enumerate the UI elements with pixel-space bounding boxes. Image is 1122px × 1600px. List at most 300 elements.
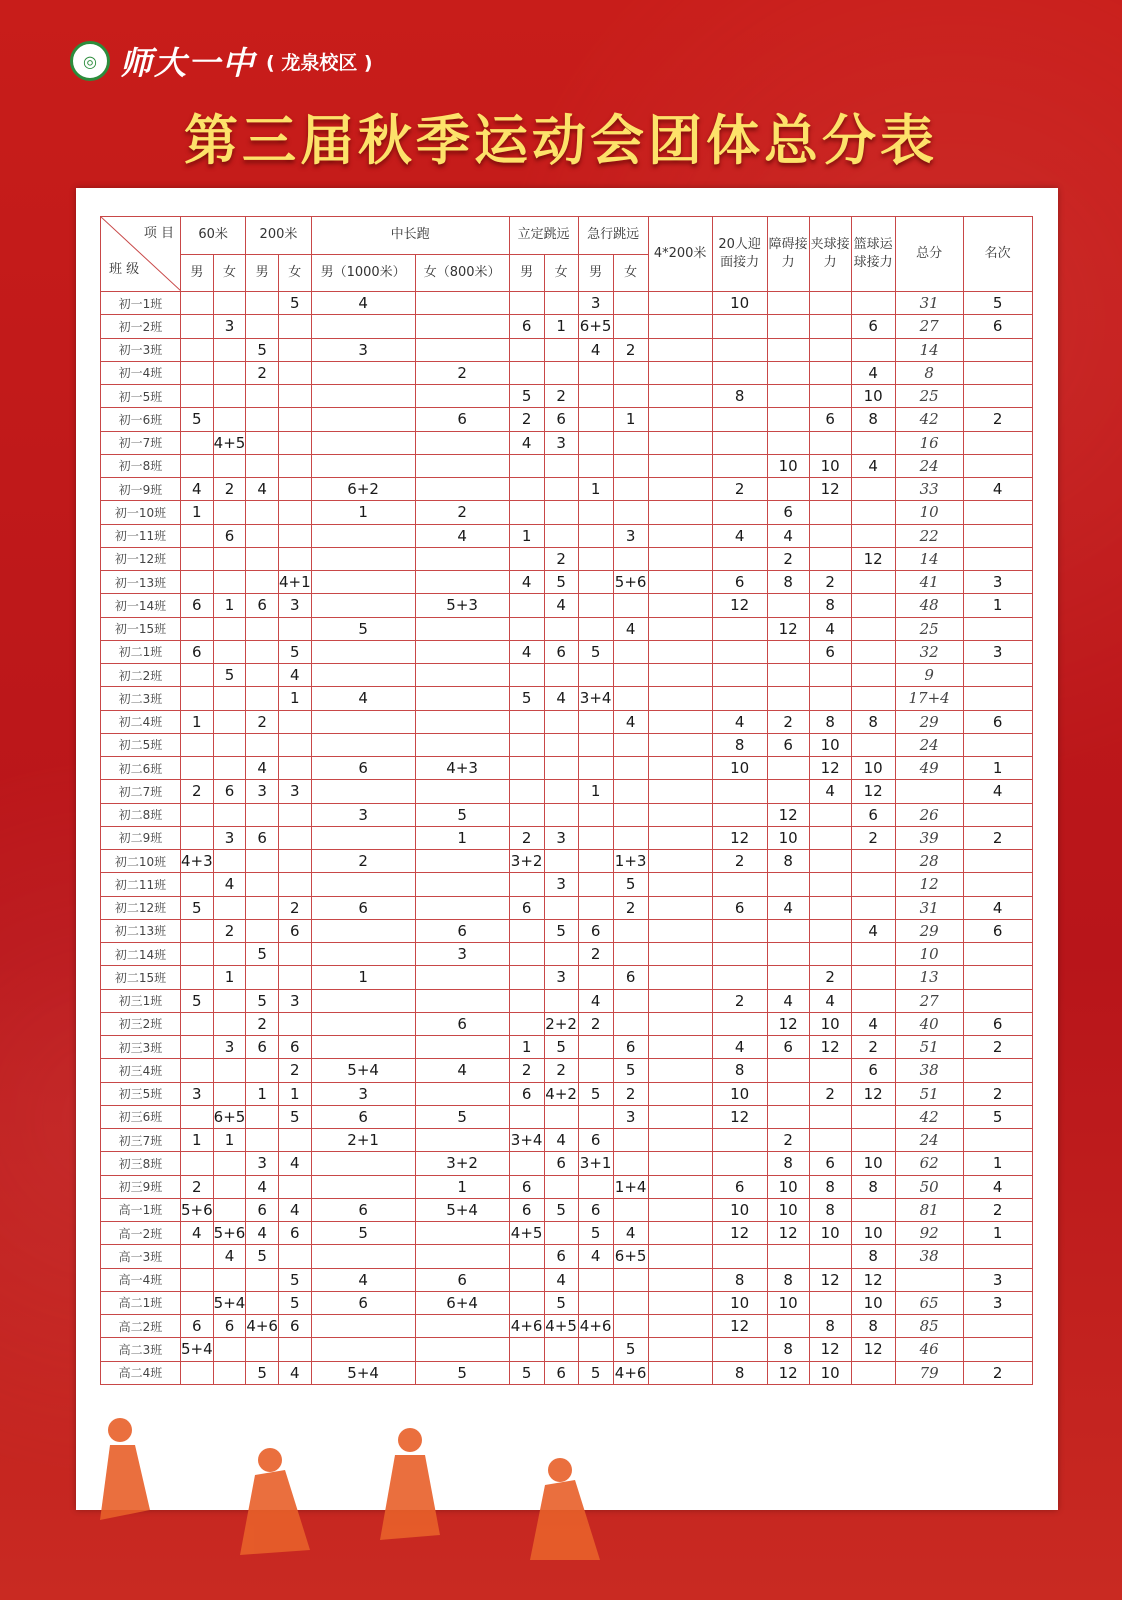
class-name-cell: 高二2班: [101, 1315, 181, 1338]
table-row: [101, 617, 1033, 640]
score-cell: [278, 338, 311, 361]
score-cell: [712, 919, 767, 942]
score-cell: [415, 617, 509, 640]
score-cell: 8: [767, 1268, 809, 1291]
score-cell: 6+5: [578, 315, 613, 338]
class-name-cell: 高一1班: [101, 1198, 181, 1221]
class-name-cell: 初二15班: [101, 966, 181, 989]
table-row: [101, 594, 1033, 617]
score-cell: 12: [809, 1268, 851, 1291]
score-cell: 5+6: [613, 571, 648, 594]
score-cell: [181, 826, 214, 849]
score-cell: [578, 408, 613, 431]
score-cell: 4: [851, 1012, 895, 1035]
score-cell: [712, 943, 767, 966]
score-cell: 3: [311, 338, 415, 361]
score-cell: [509, 1105, 544, 1128]
score-cell: [809, 501, 851, 524]
score-cell: 4: [311, 1268, 415, 1291]
total-score-cell: 12: [895, 873, 963, 896]
rank-cell: [963, 989, 1032, 1012]
score-cell: 4: [809, 989, 851, 1012]
school-header: [70, 36, 373, 86]
score-cell: [311, 361, 415, 384]
class-name-cell: 初二2班: [101, 664, 181, 687]
subheader-male: 男: [246, 254, 279, 292]
score-cell: 1: [181, 710, 214, 733]
score-cell: [767, 1082, 809, 1105]
score-cell: [613, 757, 648, 780]
total-score-cell: 29: [895, 919, 963, 942]
rank-cell: [963, 1338, 1032, 1361]
rank-cell: [963, 1245, 1032, 1268]
score-cell: [712, 803, 767, 826]
score-cell: [213, 896, 246, 919]
class-name-cell: 初一12班: [101, 547, 181, 570]
class-name-cell: 初三8班: [101, 1152, 181, 1175]
rank-cell: 2: [963, 1036, 1032, 1059]
score-cell: 12: [712, 1222, 767, 1245]
score-cell: 4: [767, 524, 809, 547]
total-score-cell: 27: [895, 315, 963, 338]
score-cell: [613, 989, 648, 1012]
score-cell: 5: [544, 1291, 578, 1314]
rank-cell: [963, 1129, 1032, 1152]
score-cell: 6: [767, 733, 809, 756]
table-row: [101, 315, 1033, 338]
score-cell: [311, 1175, 415, 1198]
score-cell: 5: [246, 338, 279, 361]
rank-cell: [963, 501, 1032, 524]
score-cell: 4: [578, 338, 613, 361]
score-cell: [311, 1012, 415, 1035]
table-row: [101, 826, 1033, 849]
score-cell: [278, 361, 311, 384]
score-cell: 4: [613, 710, 648, 733]
score-cell: [851, 1198, 895, 1221]
score-cell: [213, 803, 246, 826]
score-cell: 1: [311, 501, 415, 524]
score-cell: [213, 687, 246, 710]
class-name-cell: 高一2班: [101, 1222, 181, 1245]
score-cell: 5: [578, 1082, 613, 1105]
rank-cell: [963, 338, 1032, 361]
class-name-cell: 初一5班: [101, 385, 181, 408]
score-cell: [213, 292, 246, 315]
score-cell: [246, 850, 279, 873]
subheader-female: 女: [544, 254, 578, 292]
score-cell: 2: [246, 710, 279, 733]
score-cell: 4: [181, 1222, 214, 1245]
score-cell: [311, 315, 415, 338]
table-row: [101, 1268, 1033, 1291]
class-name-cell: 初二1班: [101, 640, 181, 663]
score-cell: [648, 315, 712, 338]
subheader-female: 女: [278, 254, 311, 292]
subheader-male: 男: [509, 254, 544, 292]
score-cell: [712, 1012, 767, 1035]
class-name-cell: 初三4班: [101, 1059, 181, 1082]
score-cell: [213, 1175, 246, 1198]
score-cell: 5: [181, 989, 214, 1012]
score-cell: 3: [311, 1082, 415, 1105]
score-cell: 12: [851, 547, 895, 570]
score-cell: [648, 547, 712, 570]
class-name-cell: 初一1班: [101, 292, 181, 315]
score-cell: [809, 873, 851, 896]
subheader-male: 男: [181, 254, 214, 292]
score-cell: [181, 385, 214, 408]
rank-cell: [963, 803, 1032, 826]
score-cell: [648, 687, 712, 710]
score-cell: 8: [809, 710, 851, 733]
score-cell: 5: [544, 571, 578, 594]
score-cell: 12: [767, 1012, 809, 1035]
score-cell: [246, 919, 279, 942]
score-cell: [181, 315, 214, 338]
score-cell: [648, 943, 712, 966]
rank-cell: 2: [963, 1082, 1032, 1105]
total-score-cell: 22: [895, 524, 963, 547]
score-cell: [712, 454, 767, 477]
score-cell: [544, 664, 578, 687]
score-cell: [415, 1245, 509, 1268]
score-table: [100, 216, 1033, 1385]
total-score-cell: 29: [895, 710, 963, 733]
score-cell: 5: [311, 617, 415, 640]
score-cell: 10: [767, 1175, 809, 1198]
score-cell: 12: [767, 617, 809, 640]
score-cell: [544, 733, 578, 756]
score-cell: [181, 524, 214, 547]
score-cell: [809, 664, 851, 687]
total-score-cell: 50: [895, 1175, 963, 1198]
total-score-cell: 40: [895, 1012, 963, 1035]
score-cell: [213, 501, 246, 524]
score-cell: [415, 664, 509, 687]
score-cell: [613, 315, 648, 338]
score-cell: [181, 1105, 214, 1128]
score-cell: 6: [278, 1222, 311, 1245]
rank-cell: 1: [963, 757, 1032, 780]
score-cell: 8: [809, 1175, 851, 1198]
class-name-cell: 初三5班: [101, 1082, 181, 1105]
score-cell: [544, 896, 578, 919]
score-cell: 6: [246, 1036, 279, 1059]
score-cell: 4: [851, 919, 895, 942]
score-cell: [509, 803, 544, 826]
score-cell: 3: [613, 524, 648, 547]
score-cell: [613, 431, 648, 454]
score-cell: [509, 1245, 544, 1268]
rank-cell: [963, 385, 1032, 408]
score-cell: 6: [213, 1315, 246, 1338]
score-cell: [648, 385, 712, 408]
score-cell: 10: [712, 292, 767, 315]
score-cell: [278, 547, 311, 570]
score-cell: [851, 966, 895, 989]
table-row: [101, 896, 1033, 919]
score-cell: [809, 1291, 851, 1314]
score-cell: [851, 640, 895, 663]
score-cell: [278, 943, 311, 966]
score-cell: 4: [578, 1245, 613, 1268]
score-cell: 12: [851, 1338, 895, 1361]
score-cell: 2: [767, 547, 809, 570]
score-cell: 4: [544, 594, 578, 617]
table-row: [101, 1222, 1033, 1245]
header-rank: 名次: [963, 217, 1032, 292]
class-name-cell: 高二4班: [101, 1361, 181, 1384]
score-cell: 6: [809, 408, 851, 431]
score-cell: 10: [767, 1291, 809, 1314]
score-cell: [648, 408, 712, 431]
score-cell: 4: [415, 524, 509, 547]
score-cell: [613, 292, 648, 315]
score-cell: [809, 826, 851, 849]
score-cell: 10: [712, 1198, 767, 1221]
score-cell: 8: [767, 850, 809, 873]
header-corner: [101, 217, 181, 292]
rank-cell: 6: [963, 315, 1032, 338]
score-cell: 6: [544, 640, 578, 663]
score-cell: [648, 361, 712, 384]
header-ball-clamp-relay: 夹球接力: [809, 217, 851, 292]
score-cell: [648, 850, 712, 873]
score-cell: 6: [246, 1198, 279, 1221]
score-cell: [544, 1222, 578, 1245]
score-cell: 10: [851, 1152, 895, 1175]
score-cell: [544, 454, 578, 477]
rank-cell: 4: [963, 1175, 1032, 1198]
score-cell: [578, 826, 613, 849]
class-name-cell: 初一4班: [101, 361, 181, 384]
score-cell: [544, 710, 578, 733]
score-cell: [767, 1315, 809, 1338]
class-name-cell: 高二3班: [101, 1338, 181, 1361]
score-cell: 8: [767, 1152, 809, 1175]
score-cell: 4+5: [544, 1315, 578, 1338]
score-cell: 8: [809, 1198, 851, 1221]
score-cell: 3+2: [415, 1152, 509, 1175]
score-cell: [213, 547, 246, 570]
score-cell: [311, 1036, 415, 1059]
score-cell: 4: [311, 687, 415, 710]
score-cell: [613, 1198, 648, 1221]
score-cell: 4+6: [613, 1361, 648, 1384]
score-cell: 6: [509, 896, 544, 919]
score-cell: 2: [767, 1129, 809, 1152]
score-cell: 6: [415, 1012, 509, 1035]
score-cell: [246, 315, 279, 338]
score-cell: [613, 943, 648, 966]
rank-cell: 3: [963, 640, 1032, 663]
score-cell: 4: [246, 757, 279, 780]
score-cell: 6: [213, 524, 246, 547]
score-cell: [809, 547, 851, 570]
header-60m: 60米: [181, 217, 246, 255]
total-score-cell: 10: [895, 501, 963, 524]
score-cell: 6: [712, 896, 767, 919]
score-cell: [181, 431, 214, 454]
score-cell: [851, 943, 895, 966]
rank-cell: 3: [963, 1291, 1032, 1314]
score-cell: [648, 1175, 712, 1198]
score-cell: 6: [509, 1198, 544, 1221]
score-cell: [311, 524, 415, 547]
score-cell: [613, 1268, 648, 1291]
table-row: [101, 1082, 1033, 1105]
score-cell: 4+6: [246, 1315, 279, 1338]
score-cell: 1: [509, 524, 544, 547]
score-cell: 1: [213, 966, 246, 989]
score-cell: [578, 710, 613, 733]
score-cell: [246, 640, 279, 663]
rank-cell: 2: [963, 408, 1032, 431]
table-row: [101, 803, 1033, 826]
score-cell: [712, 1129, 767, 1152]
header-20-person-relay: 20人迎面接力: [712, 217, 767, 292]
score-cell: 12: [712, 1315, 767, 1338]
class-name-cell: 初一14班: [101, 594, 181, 617]
score-cell: [415, 478, 509, 501]
total-score-cell: 14: [895, 547, 963, 570]
score-cell: 4: [213, 1245, 246, 1268]
score-cell: [851, 850, 895, 873]
score-cell: [311, 594, 415, 617]
score-cell: 3: [278, 594, 311, 617]
score-cell: 2: [509, 408, 544, 431]
score-cell: [509, 547, 544, 570]
score-cell: [509, 292, 544, 315]
score-cell: 6: [278, 1036, 311, 1059]
rank-cell: 4: [963, 896, 1032, 919]
score-cell: 4+2: [544, 1082, 578, 1105]
score-cell: [809, 1105, 851, 1128]
score-cell: [509, 1291, 544, 1314]
rank-cell: [963, 966, 1032, 989]
score-cell: [712, 1338, 767, 1361]
total-score-cell: 42: [895, 408, 963, 431]
score-cell: [851, 338, 895, 361]
score-cell: 3: [278, 989, 311, 1012]
header-middle-distance: 中长跑: [311, 217, 509, 255]
class-name-cell: 初二13班: [101, 919, 181, 942]
score-cell: [809, 1245, 851, 1268]
score-cell: 3: [213, 1036, 246, 1059]
header-running-jump: 急行跳远: [578, 217, 648, 255]
score-cell: 12: [712, 826, 767, 849]
score-cell: [648, 524, 712, 547]
score-cell: 2: [246, 361, 279, 384]
total-score-cell: 10: [895, 943, 963, 966]
table-row: [101, 524, 1033, 547]
score-cell: 5: [613, 1059, 648, 1082]
score-cell: 2: [278, 896, 311, 919]
score-cell: 6: [712, 1175, 767, 1198]
score-cell: 12: [851, 780, 895, 803]
score-cell: [311, 710, 415, 733]
score-cell: 10: [809, 1012, 851, 1035]
score-cell: 5: [578, 640, 613, 663]
school-name: 师大一中: [120, 44, 257, 82]
score-cell: 12: [809, 757, 851, 780]
score-cell: 4: [712, 524, 767, 547]
score-cell: [767, 315, 809, 338]
score-cell: 5: [246, 943, 279, 966]
rank-cell: 5: [963, 1105, 1032, 1128]
score-cell: 5: [278, 1268, 311, 1291]
score-cell: 2: [809, 1082, 851, 1105]
score-cell: [767, 780, 809, 803]
score-cell: [767, 1059, 809, 1082]
score-cell: 4+3: [181, 850, 214, 873]
score-cell: [278, 826, 311, 849]
score-cell: 6: [578, 919, 613, 942]
score-cell: 4+3: [415, 757, 509, 780]
score-cell: [809, 338, 851, 361]
score-cell: [246, 1268, 279, 1291]
score-cell: [278, 873, 311, 896]
total-score-cell: 42: [895, 1105, 963, 1128]
rank-cell: 3: [963, 571, 1032, 594]
subheader-male-1000m: 男（1000米）: [311, 254, 415, 292]
score-cell: [712, 687, 767, 710]
score-cell: [578, 733, 613, 756]
score-cell: 4: [544, 1129, 578, 1152]
total-score-cell: 27: [895, 989, 963, 1012]
score-cell: 5: [278, 640, 311, 663]
score-cell: 5: [278, 1105, 311, 1128]
score-cell: [311, 640, 415, 663]
score-cell: 3: [246, 780, 279, 803]
athletes-illustration: [40, 1320, 680, 1580]
score-cell: [613, 1129, 648, 1152]
score-cell: [181, 338, 214, 361]
score-cell: 4+1: [278, 571, 311, 594]
score-cell: [509, 664, 544, 687]
score-cell: 6: [509, 315, 544, 338]
score-cell: [311, 1245, 415, 1268]
score-cell: 1: [578, 478, 613, 501]
score-cell: [712, 1245, 767, 1268]
score-cell: 2+1: [311, 1129, 415, 1152]
total-score-cell: 24: [895, 1129, 963, 1152]
score-cell: 4: [509, 431, 544, 454]
score-cell: 2: [712, 478, 767, 501]
rank-cell: 6: [963, 710, 1032, 733]
score-cell: [509, 361, 544, 384]
class-name-cell: 初一3班: [101, 338, 181, 361]
total-score-cell: 26: [895, 803, 963, 826]
score-cell: 2: [613, 1082, 648, 1105]
score-cell: 4: [767, 896, 809, 919]
score-cell: 3: [613, 1105, 648, 1128]
score-cell: [851, 292, 895, 315]
score-cell: 4: [578, 989, 613, 1012]
score-cell: [851, 664, 895, 687]
score-cell: 5+4: [181, 1338, 214, 1361]
score-cell: [278, 1175, 311, 1198]
table-row: [101, 361, 1033, 384]
score-cell: [544, 617, 578, 640]
score-cell: [509, 454, 544, 477]
rank-cell: 4: [963, 478, 1032, 501]
score-cell: [851, 617, 895, 640]
score-cell: [648, 733, 712, 756]
score-cell: [767, 292, 809, 315]
score-cell: [246, 803, 279, 826]
